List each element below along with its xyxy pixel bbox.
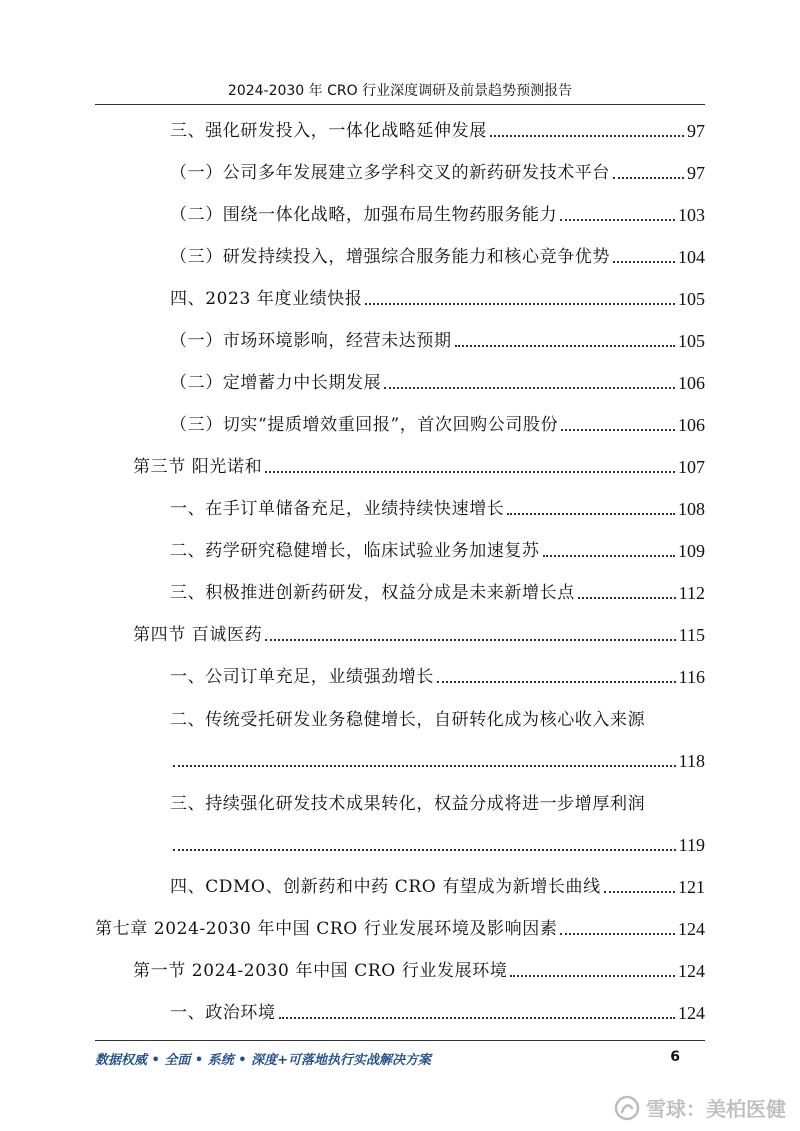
toc-entry[interactable]	[170, 406, 705, 436]
toc-entry-title: （三）研发持续投入，增强综合服务能力和核心竞争优势	[170, 246, 610, 267]
toc-entry-title: 三、强化研发投入，一体化战略延伸发展	[170, 120, 487, 141]
toc-dot-leader	[279, 1017, 675, 1019]
toc-entry[interactable]	[133, 448, 705, 478]
toc-entry[interactable]	[133, 952, 705, 982]
toc-entry-page: 97	[687, 120, 705, 141]
toc-entry-page: 106	[678, 414, 705, 435]
toc-entry-title: 二、传统受托研发业务稳健增长，自研转化成为核心收入来源	[170, 710, 646, 730]
toc-entry[interactable]	[170, 154, 705, 184]
toc-entry-page: 124	[678, 960, 705, 981]
toc-dot-leader	[613, 177, 684, 179]
footer-page-number: 6	[670, 1049, 680, 1065]
toc-entry-title: （二）定增蓄力中长期发展	[170, 372, 382, 393]
toc-dot-leader	[561, 429, 675, 431]
toc-entry-page: 106	[678, 372, 705, 393]
toc-entry[interactable]	[170, 322, 705, 352]
toc-entry-title: 第七章 2024-2030 年中国 CRO 行业发展环境及影响因素	[95, 918, 558, 939]
report-title: 2024-2030 年 CRO 行业深度调研及前景趋势预测报告	[227, 83, 573, 99]
toc-entry-page: 105	[678, 288, 705, 309]
toc-entry-title: 一、政治环境	[170, 1002, 276, 1023]
toc-dot-leader	[365, 303, 675, 305]
footer-slogan: 数据权威 • 全面 • 系统 • 深度+可落地执行实战解决方案	[95, 1053, 431, 1068]
toc-dot-leader	[560, 219, 675, 221]
toc-entry-page: 107	[678, 456, 705, 477]
toc-entry-title: 四、CDMO、创新药和中药 CRO 有望成为新增长曲线	[170, 876, 601, 897]
toc-dot-leader	[560, 933, 675, 935]
toc-entry-title: （一）市场环境影响，经营未达预期	[170, 330, 452, 351]
toc-entry-title: （一）公司多年发展建立多学科交叉的新药研发技术平台	[170, 162, 610, 183]
toc-entry[interactable]	[170, 196, 705, 226]
toc-entry-title: 第一节 2024-2030 年中国 CRO 行业发展环境	[133, 960, 508, 981]
toc-entry-page: 105	[678, 330, 705, 351]
toc-entry-page: 112	[678, 582, 705, 603]
toc-entry-page: 103	[678, 204, 705, 225]
toc-entry[interactable]	[170, 112, 705, 142]
toc-entry-page: 118	[678, 750, 705, 771]
toc-entry[interactable]	[170, 574, 705, 604]
toc-entry-title: 第三节 阳光诺和	[133, 456, 263, 477]
toc-entry[interactable]	[133, 616, 705, 646]
toc-entry-title: 第四节 百诚医药	[133, 624, 263, 645]
toc-entry[interactable]	[95, 910, 705, 940]
toc-entry-title: 二、药学研究稳健增长，临床试验业务加速复苏	[170, 540, 540, 561]
toc-dot-leader	[613, 261, 675, 263]
toc-entry-page: 97	[687, 162, 705, 183]
toc-entry-title: 四、2023 年度业绩快报	[170, 288, 363, 309]
toc-entry-page: 116	[678, 666, 705, 687]
toc-entry[interactable]	[170, 868, 705, 898]
toc-entry-leader-row	[170, 742, 705, 772]
toc-dot-leader	[543, 555, 675, 557]
toc-entry[interactable]	[170, 490, 705, 520]
toc-entry[interactable]	[170, 364, 705, 394]
toc-entry-title: 一、在手订单储备充足，业绩持续快速增长	[170, 498, 505, 519]
watermark-text: 雪球：美柏医健	[646, 1097, 786, 1121]
toc-entry-page: 121	[678, 876, 705, 897]
toc-dot-leader	[578, 597, 676, 599]
watermark	[614, 1093, 786, 1122]
footer-divider	[95, 1040, 705, 1041]
toc-dot-leader	[437, 681, 676, 683]
toc-dot-leader	[173, 765, 676, 767]
toc-entry-page: 108	[678, 498, 705, 519]
toc-entry[interactable]	[170, 994, 705, 1024]
snowball-logo-icon	[614, 1095, 640, 1121]
toc-dot-leader	[173, 849, 676, 851]
toc-dot-leader	[265, 639, 675, 641]
toc-dot-leader	[265, 471, 675, 473]
toc-entry[interactable]	[170, 238, 705, 268]
toc-entry-title: 一、公司订单充足，业绩强劲增长	[170, 666, 434, 687]
toc-dot-leader	[455, 345, 675, 347]
toc-dot-leader	[490, 135, 684, 137]
toc-entry[interactable]	[170, 280, 705, 310]
toc-entry-page: 124	[678, 1002, 705, 1023]
toc-entry-page: 119	[678, 834, 705, 855]
toc-dot-leader	[510, 975, 675, 977]
toc-entry-page: 124	[678, 918, 705, 939]
toc-entry-title: 三、积极推进创新药研发，权益分成是未来新增长点	[170, 582, 575, 603]
toc-dot-leader	[604, 891, 675, 893]
toc-entry-title: （二）围绕一体化战略，加强布局生物药服务能力	[170, 204, 558, 225]
toc-entry-title: 三、持续强化研发技术成果转化，权益分成将进一步增厚利润	[170, 794, 646, 814]
toc-entry-leader-row	[170, 826, 705, 856]
toc-entry[interactable]	[170, 658, 705, 688]
toc-dot-leader	[384, 387, 675, 389]
toc-entry-page: 109	[678, 540, 705, 561]
toc-entry-title: （三）切实“提质增效重回报”，首次回购公司股份	[170, 414, 559, 435]
toc-entry-page: 115	[678, 624, 705, 645]
toc-entry-page: 104	[678, 246, 705, 267]
toc-entry[interactable]	[170, 532, 705, 562]
toc-dot-leader	[507, 513, 675, 515]
